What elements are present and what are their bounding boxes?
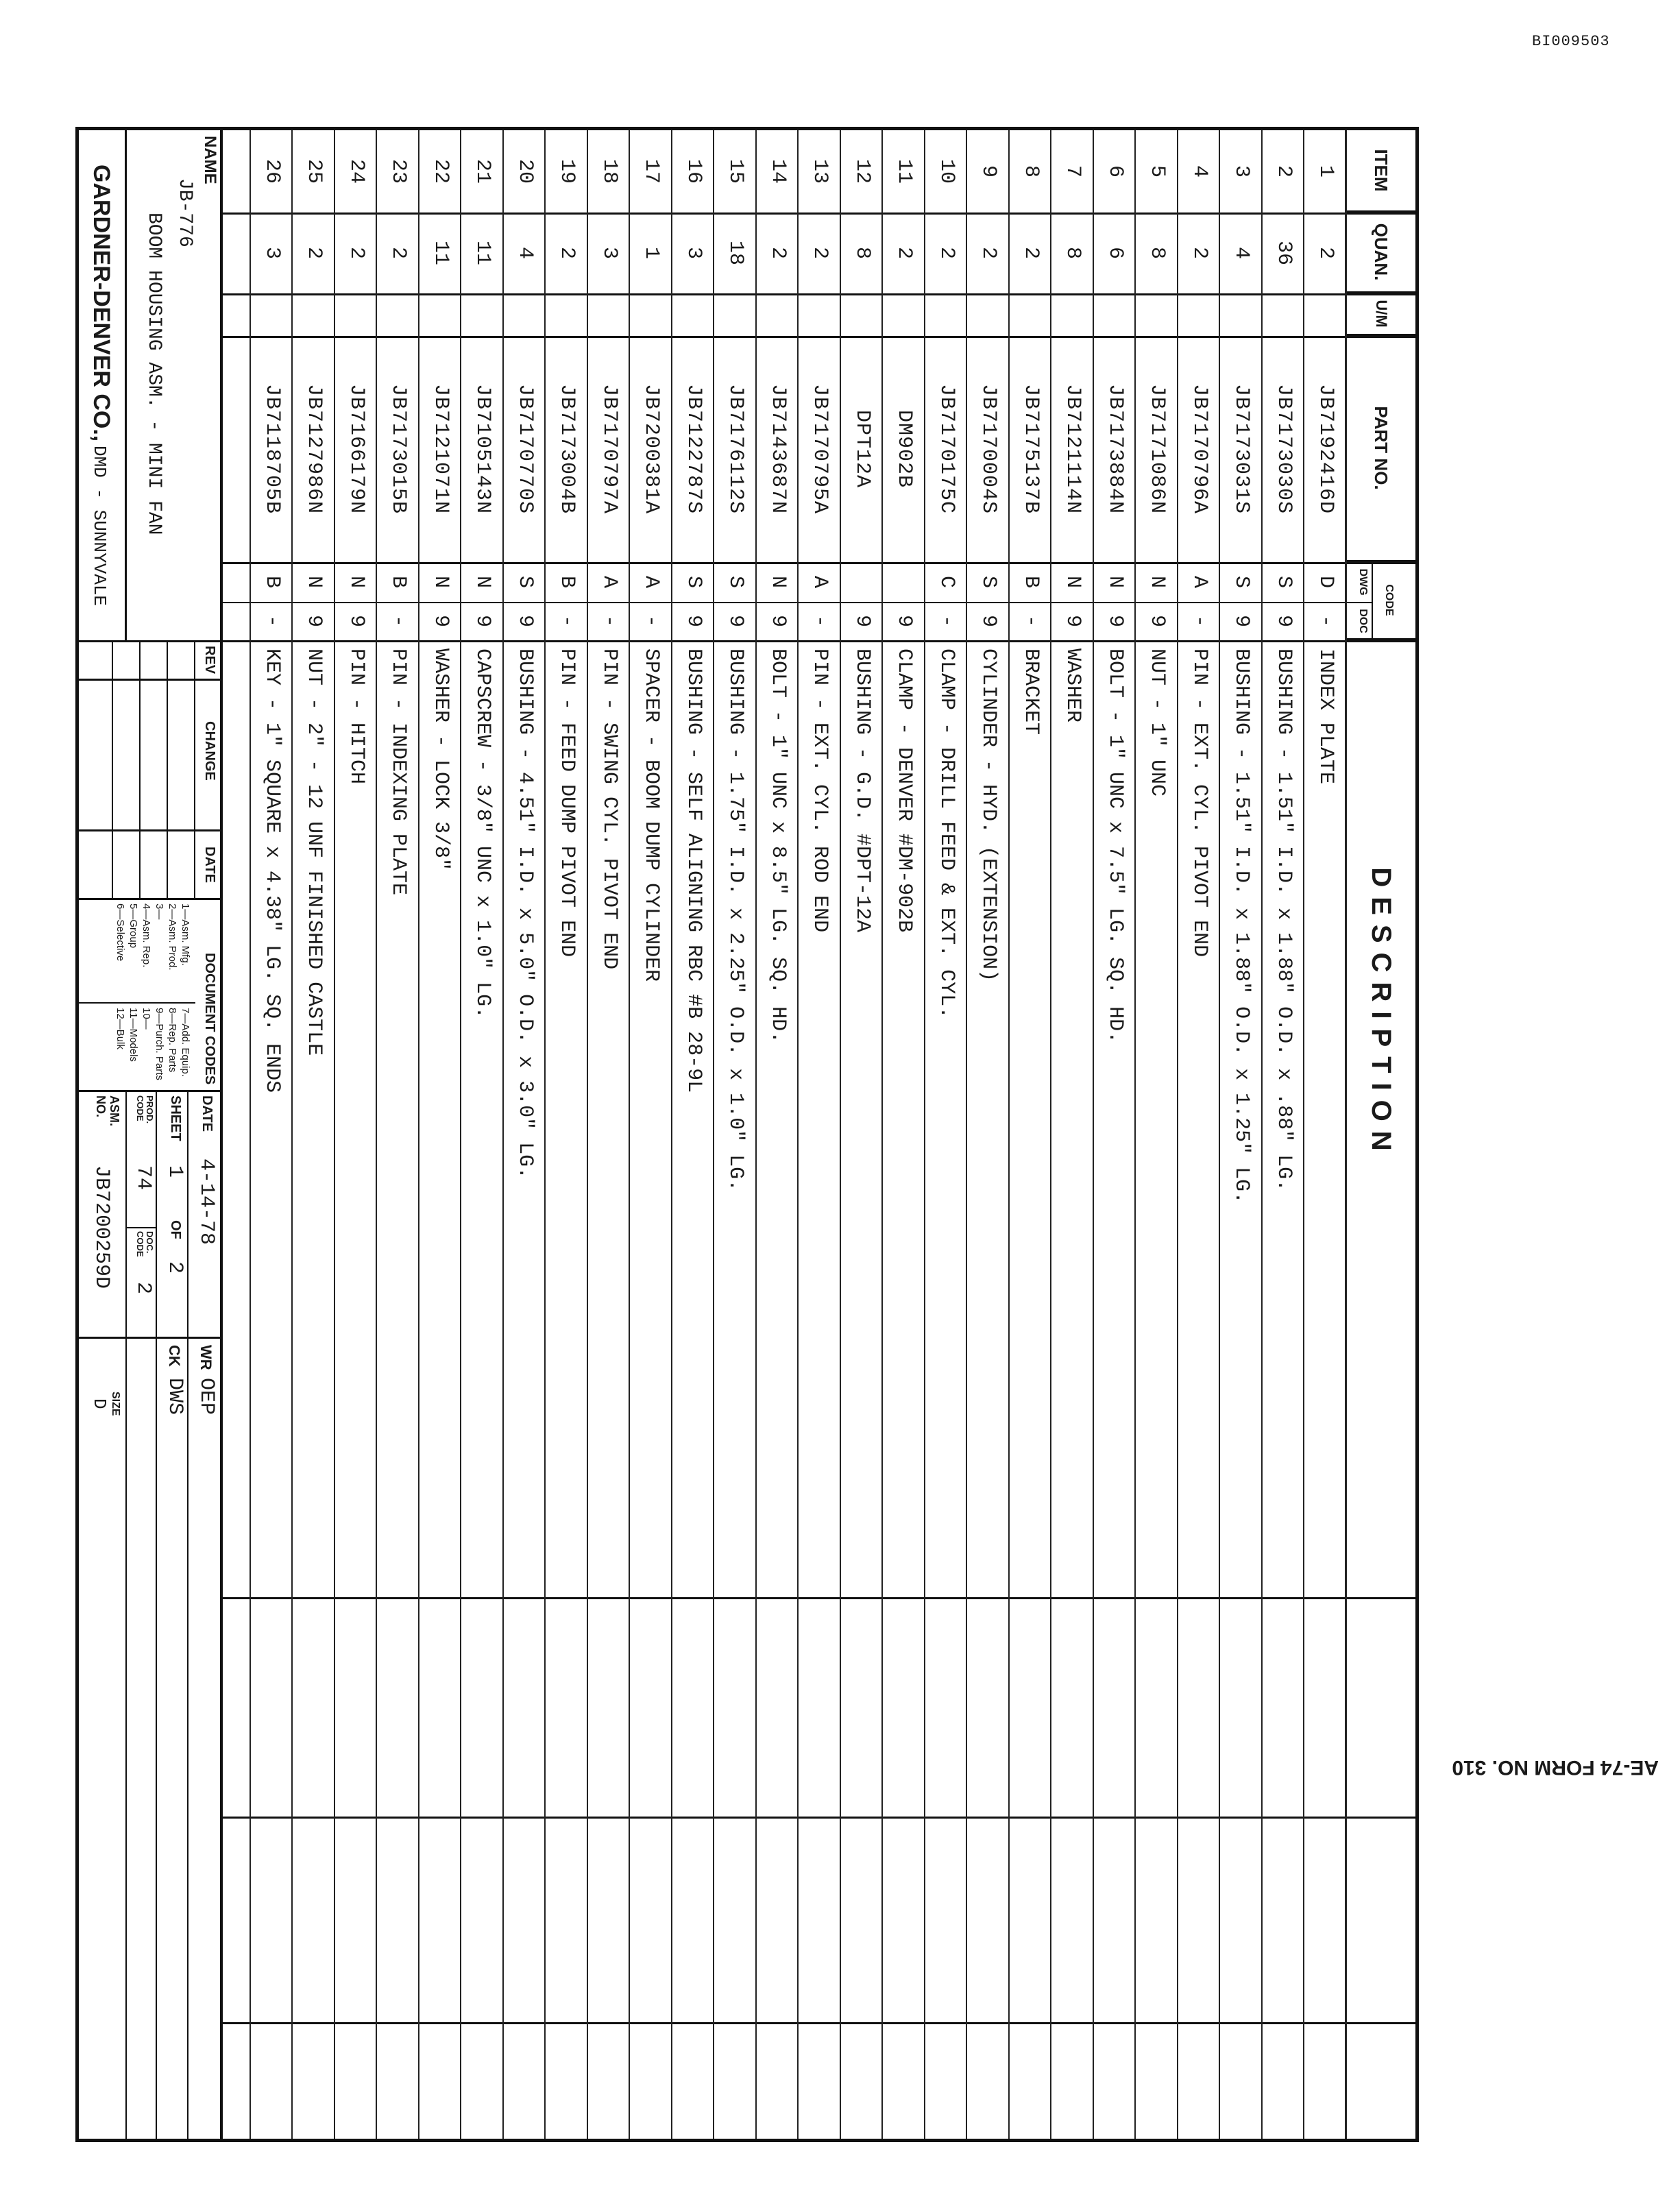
dwg-code-cell: A (808, 575, 832, 588)
quantity-cell: 3 (597, 246, 621, 259)
rev-label: REV (202, 646, 217, 675)
part-number-cell: JB7118705B (260, 383, 284, 515)
item-cell: 17 (640, 158, 664, 184)
item-cell: 4 (1187, 165, 1211, 178)
quantity-cell: 4 (1230, 246, 1254, 259)
description-cell: BOLT - 1" UNC x 7.5" LG. SQ. HD. (1103, 648, 1127, 1044)
doc-code-cell: 9 (977, 614, 1001, 627)
dwg-code-cell: N (344, 575, 368, 588)
item-cell: 13 (808, 158, 832, 184)
part-number-cell: JB7121114N (1061, 383, 1085, 515)
header-doc: DOC (1357, 609, 1369, 633)
table-row (546, 130, 589, 2146)
doc-code-cell: - (1187, 614, 1211, 627)
table-row (631, 130, 673, 2146)
table-row (757, 130, 799, 2146)
header-part-no: PART NO. (1347, 336, 1415, 562)
item-cell: 11 (892, 158, 916, 184)
item-cell: 15 (724, 158, 748, 184)
rule (79, 1002, 195, 1004)
dwg-code-cell (884, 562, 926, 602)
description-cell: BUSHING - 4.51" I.D. x 5.0" O.D. x 3.0" LG. (513, 648, 537, 1180)
header-description: DESCRIPTION (1366, 867, 1397, 1161)
model-number: JB-776 (174, 178, 195, 247)
dwg-code-cell: N (428, 575, 452, 588)
quantity-cell: 8 (1145, 246, 1169, 259)
description-cell: NUT - 1" UNC (1145, 648, 1169, 797)
company-name: GARDNER-DENVER CO., (88, 165, 114, 442)
dwg-code-cell: B (555, 575, 579, 588)
rule (167, 640, 168, 898)
prod-code-label: PROD. CODE (135, 1095, 155, 1124)
description-cell: CLAMP - DRILL FEED & EXT. CYL. (934, 648, 958, 1019)
description-cell: WASHER (1061, 648, 1085, 723)
dwg-code-cell: B (387, 575, 411, 588)
dwg-code-cell: S (1230, 575, 1254, 588)
parts-list-form (75, 127, 1419, 2142)
wr-label: WR (197, 1345, 215, 1370)
of-label: OF (168, 1220, 183, 1239)
quantity-cell: 2 (977, 246, 1001, 259)
table-row (588, 130, 631, 2146)
rule (125, 130, 127, 640)
part-number-cell: JB7175137B (1019, 383, 1043, 515)
description-cell: NUT - 2" - 12 UNF FINISHED CASTLE (302, 648, 326, 1056)
doc-code-label: DOC. CODE (135, 1231, 155, 1257)
table-row (1305, 130, 1348, 2146)
item-cell: 18 (597, 158, 621, 184)
doc-code-cell: - (640, 614, 664, 627)
dwg-code-cell: A (597, 575, 621, 588)
rule (156, 1090, 157, 2139)
dwg-code-cell: N (471, 575, 495, 588)
quantity-cell: 2 (555, 246, 579, 259)
table-row (1010, 130, 1052, 2146)
quantity-cell: 2 (1314, 246, 1338, 259)
dwg-code-cell: N (1061, 575, 1085, 588)
description-cell: BRACKET (1019, 648, 1043, 736)
table-row (715, 130, 757, 2146)
description-cell: CYLINDER - HYD. (EXTENSION) (977, 648, 1001, 982)
rule (139, 640, 141, 898)
quantity-cell: 2 (302, 246, 326, 259)
part-number-cell: JB7171086N (1145, 383, 1169, 515)
description-cell: CAPSCREW - 3/8" UNC x 1.0" LG. (471, 648, 495, 1019)
description-cell: KEY - 1" SQUARE x 4.38" LG. SQ. ENDS (260, 648, 284, 1093)
sheet-label: SHEET (168, 1095, 183, 1141)
item-cell: 24 (344, 158, 368, 184)
doc-code-cell: - (597, 614, 621, 627)
doc-code-cell: 9 (892, 614, 916, 627)
name-label: NAME (201, 136, 219, 184)
table-row (968, 130, 1010, 2146)
part-number-cell: JB7173031S (1230, 383, 1254, 515)
item-cell: 7 (1061, 165, 1085, 178)
change-label: CHANGE (202, 721, 217, 781)
quantity-cell: 3 (260, 246, 284, 259)
quantity-cell: 2 (387, 246, 411, 259)
part-number-cell: JB7170175C (934, 383, 958, 515)
dwg-code-cell: A (1187, 575, 1211, 588)
part-number-cell: JB7105143N (471, 383, 495, 515)
asm-no-value: JB7200259D (90, 1165, 113, 1289)
quantity-cell: 3 (681, 246, 705, 259)
asm-no-label: ASM. NO. (94, 1095, 121, 1126)
table-row (1052, 130, 1095, 2146)
rule (127, 1227, 157, 1228)
table-row (419, 130, 462, 2146)
description-cell: SPACER - BOOM DUMP CYLINDER (640, 648, 664, 982)
quantity-cell: 8 (1061, 246, 1085, 259)
table-row (925, 130, 968, 2146)
dwg-code-cell: B (260, 575, 284, 588)
rule (79, 1337, 223, 1339)
assembly-name: BOOM HOUSING ASM. - MINI FAN (143, 212, 165, 535)
quantity-cell: 36 (1271, 240, 1295, 265)
quantity-cell: 2 (344, 246, 368, 259)
table-row (884, 130, 926, 2146)
dwg-code-cell: S (977, 575, 1001, 588)
rule (79, 829, 223, 831)
description-cell: BUSHING - G.D. #DPT-12A (850, 648, 874, 933)
doc-code-cell: 9 (471, 614, 495, 627)
dwg-code-cell: C (934, 575, 958, 588)
part-number-cell: JB7170770S (513, 383, 537, 515)
dwg-code-cell: N (1145, 575, 1169, 588)
part-number-cell: JB7143687N (766, 383, 790, 515)
description-cell: PIN - EXT. CYL. PIVOT END (1187, 648, 1211, 958)
wr-value: OEP (195, 1378, 218, 1416)
part-number-cell: JB7170797A (597, 383, 621, 515)
ck-label: CK (166, 1345, 183, 1367)
part-number-cell: JB7173030S (1271, 383, 1295, 515)
part-number-cell: JB7170796A (1187, 383, 1211, 515)
quantity-cell: 8 (850, 246, 874, 259)
description-cell: INDEX PLATE (1314, 648, 1338, 785)
dwg-code-cell: D (1314, 575, 1338, 588)
item-cell: 10 (934, 158, 958, 184)
item-cell: 16 (681, 158, 705, 184)
table-row (251, 130, 293, 2146)
table-row (1136, 130, 1179, 2146)
document-codes-label: DOCUMENT CODES (202, 953, 217, 1085)
of-value: 2 (163, 1261, 186, 1274)
size-label: SIZE (110, 1392, 121, 1416)
table-row (504, 130, 546, 2146)
doc-code-cell: 9 (1230, 614, 1254, 627)
item-cell: 5 (1145, 165, 1169, 178)
rule (79, 679, 223, 681)
doc-code-value: 2 (132, 1282, 155, 1295)
item-cell: 20 (513, 158, 537, 184)
item-cell: 6 (1103, 165, 1127, 178)
item-cell: 19 (555, 158, 579, 184)
document-codes-list-right: 7—Add. Equip. 8—Rep. Parts 9—Purch. Parts 10— 11—Models 12—Bulk (114, 1008, 191, 1080)
dwg-code-cell: A (640, 575, 664, 588)
doc-code-cell: 9 (1271, 614, 1295, 627)
dwg-code-cell: S (681, 575, 705, 588)
rule (79, 898, 223, 900)
doc-code-cell: - (808, 614, 832, 627)
quantity-cell: 11 (428, 240, 452, 265)
item-cell: 8 (1019, 165, 1043, 178)
doc-code-cell: 9 (428, 614, 452, 627)
quantity-cell: 2 (808, 246, 832, 259)
doc-code-cell: 9 (681, 614, 705, 627)
table-row (841, 130, 884, 2146)
title-block-top-rule (220, 130, 223, 2139)
date-label: DATE (199, 1095, 215, 1132)
part-number-cell: JB7173004B (555, 383, 579, 515)
item-cell: 2 (1271, 165, 1295, 178)
part-number-cell: JB7200381A (640, 383, 664, 515)
sheet-value: 1 (163, 1165, 186, 1178)
header-um: U/M (1347, 293, 1415, 336)
item-cell: 25 (302, 158, 326, 184)
table-row (335, 130, 378, 2146)
quantity-cell: 11 (471, 240, 495, 265)
doc-code-cell: 9 (1145, 614, 1169, 627)
item-cell: 3 (1230, 165, 1254, 178)
doc-code-cell: 9 (724, 614, 748, 627)
part-number-cell: JB7166179N (344, 383, 368, 515)
ck-value: DWS (163, 1378, 186, 1416)
part-number-cell: JB7121071N (428, 383, 452, 515)
header-dwg: DWG (1357, 568, 1369, 596)
doc-code-cell: 9 (344, 614, 368, 627)
prod-code-value: 74 (132, 1165, 155, 1191)
doc-code-cell: 9 (1061, 614, 1085, 627)
description-cell: BUSHING - 1.51" I.D. x 1.88" O.D. x 1.25" LG. (1230, 648, 1254, 1204)
item-cell: 23 (387, 158, 411, 184)
dwg-code-cell: S (513, 575, 537, 588)
description-cell: CLAMP - DENVER #DM-902B (892, 648, 916, 933)
doc-code-cell: 9 (513, 614, 537, 627)
item-cell: 21 (471, 158, 495, 184)
item-cell: 14 (766, 158, 790, 184)
table-row (1221, 130, 1263, 2146)
quantity-cell: 1 (640, 246, 664, 259)
quantity-cell: 2 (1187, 246, 1211, 259)
quantity-cell: 2 (1019, 246, 1043, 259)
item-cell: 9 (977, 165, 1001, 178)
rev-date-label: DATE (202, 847, 217, 883)
rule (112, 640, 113, 898)
rule (79, 1090, 223, 1092)
code-divider (1372, 562, 1373, 640)
description-cell: BUSHING - SELF ALIGNING RBC #B 28-9L (681, 648, 705, 1093)
part-number-cell: JB7170795A (808, 383, 832, 515)
doc-code-cell: - (387, 614, 411, 627)
doc-code-cell: - (934, 614, 958, 627)
description-cell: PIN - HITCH (344, 648, 368, 785)
table-row (293, 130, 336, 2146)
doc-code-cell: 9 (850, 614, 874, 627)
header-item: ITEM (1347, 130, 1415, 212)
size-value: D (89, 1398, 110, 1409)
doc-code-cell: 9 (766, 614, 790, 627)
table-row (462, 130, 504, 2146)
quantity-cell: 6 (1103, 246, 1127, 259)
rule (125, 1090, 127, 2139)
rule (79, 640, 223, 642)
description-cell: PIN - FEED DUMP PIVOT END (555, 648, 579, 958)
table-row (1178, 130, 1221, 2146)
quantity-cell: 2 (766, 246, 790, 259)
header-code-label: CODE (1383, 584, 1395, 616)
doc-code-cell: - (260, 614, 284, 627)
quantity-cell: 4 (513, 246, 537, 259)
doc-code-cell: - (1019, 614, 1043, 627)
form-number-text: AE-74 FORM NO. 310 (1452, 1756, 1659, 1779)
table-row (1094, 130, 1136, 2146)
document-codes-list-left: 1—Asm. Mfg. 2—Asm. Prod. 3— 4—Asm. Rep. 5—Group 6—Selective (114, 903, 191, 971)
part-number-cell: JB7122787S (681, 383, 705, 515)
dwg-code-cell: N (1103, 575, 1127, 588)
table-row (378, 130, 420, 2146)
doc-code-cell: - (1314, 614, 1338, 627)
description-cell: PIN - EXT. CYL. ROD END (808, 648, 832, 933)
rule (194, 640, 195, 898)
row-rule (249, 130, 251, 2139)
description-cell: PIN - SWING CYL. PIVOT END (597, 648, 621, 970)
division-name: DMD - SUNNYVALE (89, 446, 110, 607)
doc-code-cell: 9 (302, 614, 326, 627)
dwg-code-cell: N (766, 575, 790, 588)
quantity-cell: 2 (934, 246, 958, 259)
description-cell: BUSHING - 1.51" I.D. x 1.88" O.D. x .88" LG. (1271, 648, 1295, 1192)
part-number-cell: JB7173015B (387, 383, 411, 515)
dwg-code-cell: S (1271, 575, 1295, 588)
part-number-cell: JB7170004S (977, 383, 1001, 515)
item-cell: 12 (850, 158, 874, 184)
part-number-cell: JB7192416D (1314, 383, 1338, 515)
document-id: BI009503 (1532, 33, 1610, 50)
item-cell: 26 (260, 158, 284, 184)
quantity-cell: 2 (892, 246, 916, 259)
part-number-cell: DPT12A (850, 409, 874, 489)
description-cell: BUSHING - 1.75" I.D. x 2.25" O.D. x 1.0" LG. (724, 648, 748, 1192)
date-value: 4-14-78 (195, 1158, 218, 1246)
rule (187, 1090, 188, 2139)
item-cell: 22 (428, 158, 452, 184)
part-number-cell: JB7127986N (302, 383, 326, 515)
doc-code-cell: - (555, 614, 579, 627)
dwg-code-cell: S (724, 575, 748, 588)
dwg-code-cell: N (302, 575, 326, 588)
header-quan: QUAN. (1347, 212, 1415, 293)
description-cell: WASHER - LOCK 3/8" (428, 648, 452, 871)
part-number-cell: JB7173884N (1103, 383, 1127, 515)
dwg-code-cell (841, 562, 884, 602)
doc-code-cell: 9 (1103, 614, 1127, 627)
table-row (672, 130, 715, 2146)
item-cell: 1 (1314, 165, 1338, 178)
quantity-cell: 18 (724, 240, 748, 265)
table-row (799, 130, 842, 2146)
description-cell: PIN - INDEXING PLATE (387, 648, 411, 896)
part-number-cell: DM902B (892, 409, 916, 489)
part-number-cell: JB7176112S (724, 383, 748, 515)
dwg-code-cell: B (1019, 575, 1043, 588)
table-row (1263, 130, 1305, 2146)
description-cell: BOLT - 1" UNC x 8.5" LG. SQ. HD. (766, 648, 790, 1044)
